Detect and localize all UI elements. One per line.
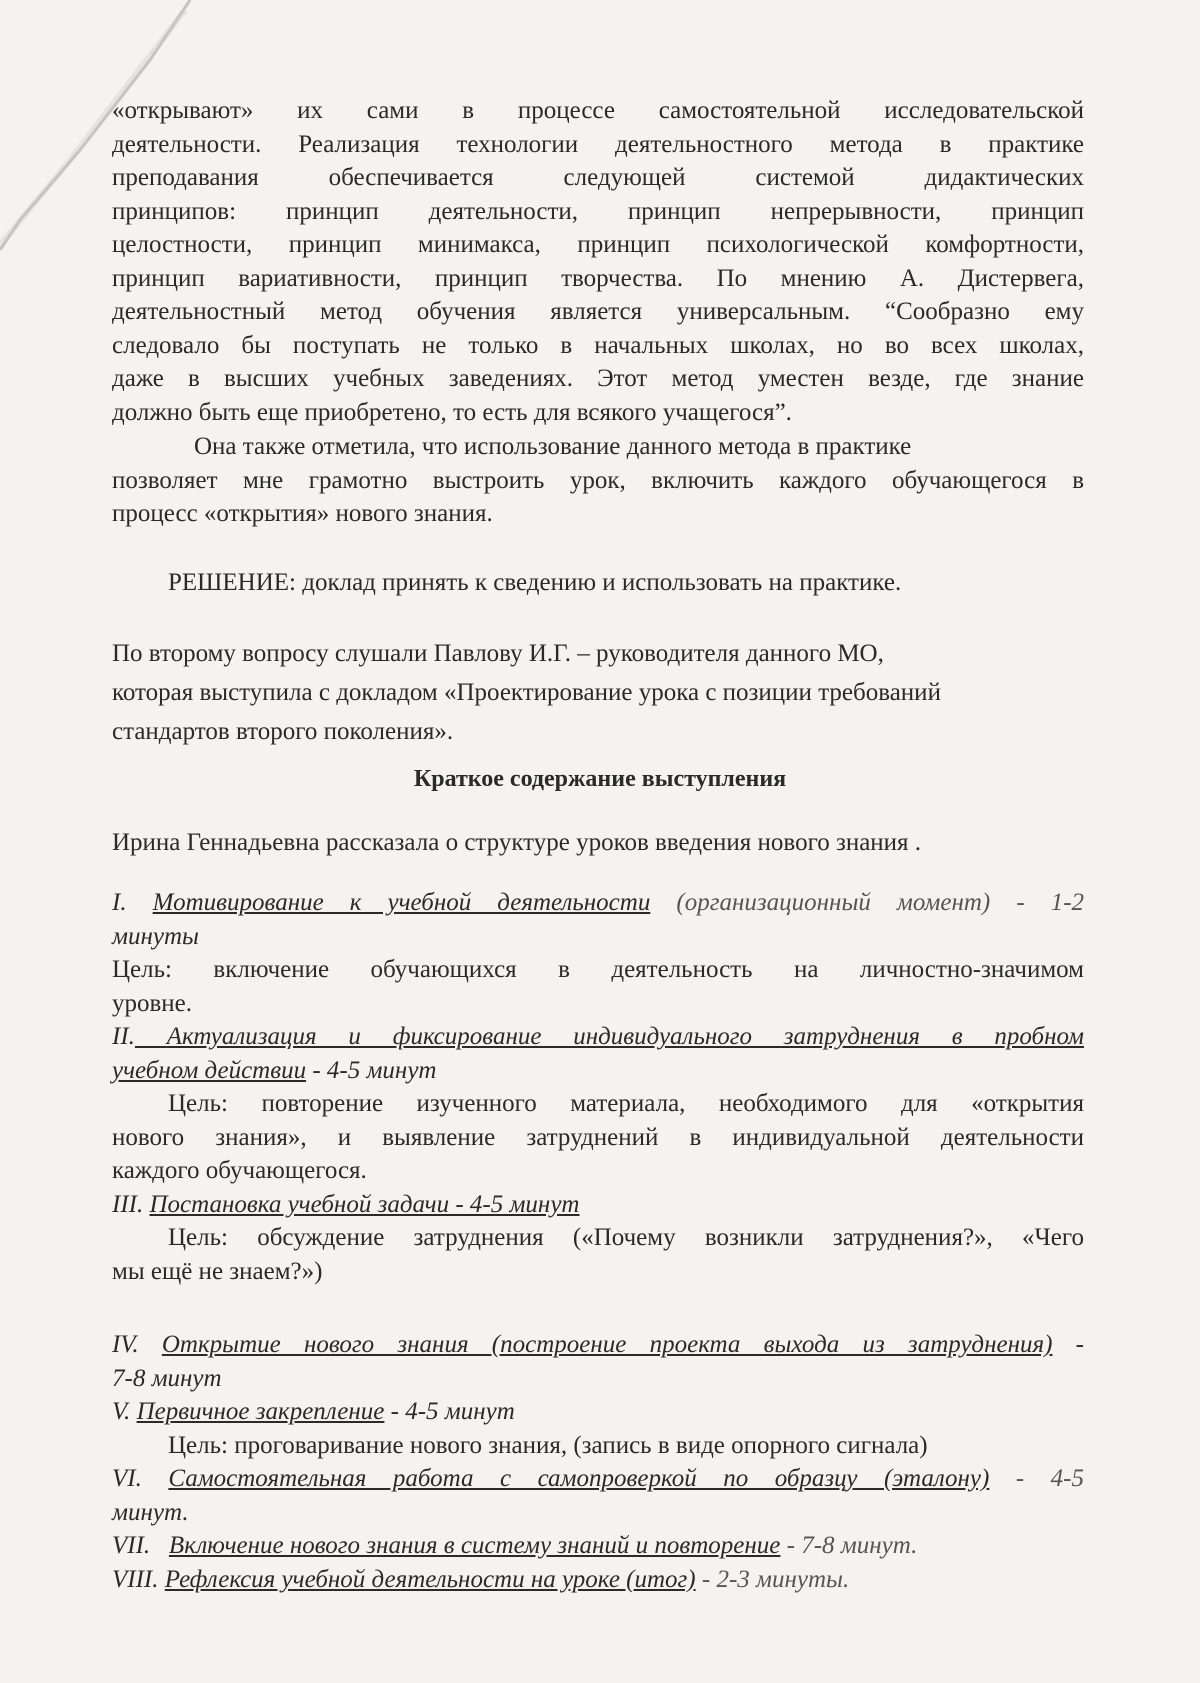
stage-2-goal: Цель: повторение изученного материала, необходимого для «открытия	[168, 1090, 1084, 1117]
text-line: По второму вопросу слушали Павлову И.Г. – руководителя данного МО,	[112, 640, 884, 667]
text-line: «открывают» их сами в процессе самостоятельной исследовательской	[112, 97, 1084, 124]
text-line: принципов: принцип деятельности, принцип непрерывности, принцип	[112, 197, 1084, 225]
stage-6-title: Самостоятельная работа с самопроверкой по образцу (эталону)	[168, 1465, 990, 1492]
second-question	[112, 634, 1084, 751]
stage-4-title: Открытие нового знания (построение проекта выхода из затруднения)	[161, 1331, 1053, 1358]
text-line: позволяет мне грамотно выстроить урок, включить каждого обучающегося в	[112, 466, 1084, 494]
stage-6-time: минут.	[112, 1498, 189, 1526]
stage-1-heading: I. Мотивирование к учебной деятельности (организационный момент) - 1-2	[112, 889, 1085, 916]
lesson-stages	[112, 886, 1084, 1596]
decision-line: РЕШЕНИЕ: доклад принять к сведению и использовать на практике.	[168, 569, 902, 596]
stage-8-title: Рефлексия учебной деятельности на уроке (итог)	[164, 1565, 696, 1593]
text-line: преподавания обеспечивается следующей системой дидактических	[112, 164, 1084, 191]
stage-1-goal-cont: уровне.	[112, 989, 193, 1017]
text-line: стандартов второго поколения».	[112, 718, 454, 745]
stage-7-heading: VII. Включение нового знания в систему знаний и повторение - 7-8 минут.	[112, 1532, 918, 1559]
stage-5-title: Первичное закрепление	[136, 1398, 385, 1425]
stage-5-heading: V. Первичное закрепление - 4-5 минут	[112, 1398, 515, 1425]
paragraph-principles	[112, 94, 1084, 429]
stage-8-heading: VIII. Рефлексия учебной деятельности на уроке (итог) - 2-3 минуты.	[112, 1565, 850, 1593]
text-line: целостности, принцип минимакса, принцип психологической комфортности,	[112, 231, 1084, 258]
text-line: Она также отметила, что использование данного метода в практике	[194, 433, 912, 460]
stage-3-goal: Цель: обсуждение затруднения («Почему возникли затруднения?», «Чего	[168, 1224, 1084, 1251]
text-line: даже в высших учебных заведениях. Этот метод уместен везде, где знание	[112, 365, 1084, 392]
stage-3-heading: III. Постановка учебной задачи - 4-5 минут	[112, 1190, 580, 1218]
stage-2-goal-cont: нового знания», и выявление затруднений в индивидуальной деятельности	[112, 1123, 1084, 1151]
stage-5-goal: Цель: проговаривание нового знания, (запись в виде опорного сигнала)	[168, 1431, 928, 1459]
text-line: принцип вариативности, принцип творчества. По мнению А. Дистервега,	[112, 264, 1084, 292]
stage-7-title: Включение нового знания в систему знаний и повторение	[168, 1532, 781, 1559]
text-line: деятельностный метод обучения является универсальным. “Сообразно ему	[112, 298, 1084, 325]
stage-4-heading: IV. Открытие нового знания (построение проекта выхода из затруднения) -	[112, 1331, 1084, 1358]
text-line: следовало бы поступать не только в начальных школах, но во всех школах,	[112, 331, 1084, 359]
stage-2-goal-end: каждого обучающегося.	[112, 1157, 367, 1184]
stage-6-heading: VI. Самостоятельная работа с самопроверкой по образцу (эталону) - 4-5	[112, 1465, 1084, 1492]
stage-2-title-cont: учебном действии - 4-5 минут	[112, 1056, 437, 1084]
intro-line: Ирина Геннадьевна рассказала о структуре уроков введения нового знания .	[112, 829, 922, 856]
text-line: должно быть еще приобретено, то есть для всякого учащегося”.	[112, 398, 792, 426]
spacer	[112, 1288, 1084, 1328]
stage-2-title: II. Актуализация и фиксирование индивидуального затруднения в пробном	[112, 1023, 1084, 1050]
stage-4-time: 7-8 минут	[112, 1364, 222, 1392]
stage-3-title: Постановка учебной задачи - 4-5 минут	[149, 1190, 580, 1218]
stage-1-time: минуты	[112, 922, 199, 950]
stage-1-goal: Цель: включение обучающихся в деятельность на личностно-значимом	[112, 956, 1084, 983]
stage-3-goal-cont: мы ещё не знаем?»)	[112, 1257, 323, 1285]
text-line: процесс «открытия» нового знания.	[112, 500, 493, 527]
text-line: деятельности. Реализация технологии деятельностного метода в практике	[112, 130, 1084, 158]
text-line: которая выступила с докладом «Проектирование урока с позиции требований	[112, 679, 941, 706]
stage-1-title: Мотивирование к учебной деятельности	[152, 889, 651, 916]
summary-heading: Краткое содержание выступления	[413, 766, 787, 792]
paragraph-noted	[112, 430, 1084, 531]
